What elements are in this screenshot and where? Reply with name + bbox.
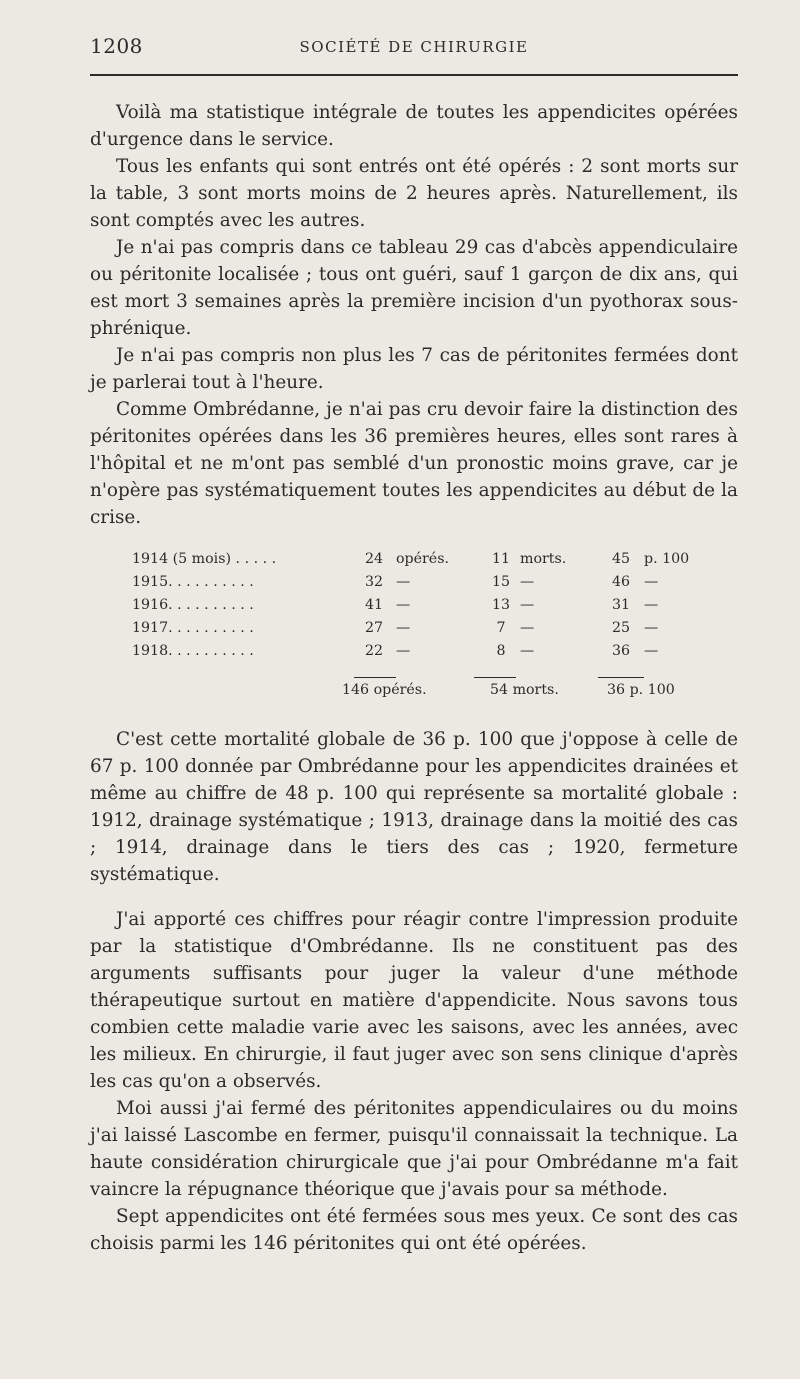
percent-label: — xyxy=(644,574,659,590)
operated-label: — xyxy=(396,597,411,613)
paragraph: Voilà ma statistique intégrale de toutes les appendicites opérées d'urgence dans le service. xyxy=(90,102,738,150)
running-head: SOCIÉTÉ DE CHIRURGIE xyxy=(299,38,529,56)
year-cell: 1914 (5 mois) . . . . . xyxy=(132,551,277,567)
header-rule xyxy=(90,74,738,76)
year-cell: 1916. . . . . . . . . . xyxy=(132,597,254,613)
death-label: — xyxy=(520,597,535,613)
text-block-bottom xyxy=(90,906,738,1257)
year-cell: 1918. . . . . . . . . . xyxy=(132,643,254,659)
page-number: 1208 xyxy=(90,34,143,58)
table-row xyxy=(132,597,732,619)
table-row xyxy=(132,643,732,665)
percent-label: p. 100 xyxy=(644,551,690,567)
operated-label: — xyxy=(396,620,411,636)
death-count: 13 xyxy=(491,597,511,613)
death-count: 8 xyxy=(496,643,506,659)
paragraph: Je n'ai pas compris non plus les 7 cas de péritonites fermées dont je parlerai tout à l'heure. xyxy=(90,345,738,393)
table-row xyxy=(132,574,732,596)
table-row xyxy=(132,551,732,573)
percent-value: 45 xyxy=(611,551,631,567)
total-operated: 146 opérés. xyxy=(342,682,427,698)
text-block-middle xyxy=(90,726,738,888)
sum-rule xyxy=(354,677,396,678)
percent-label: — xyxy=(644,597,659,613)
operated-count: 41 xyxy=(364,597,384,613)
paragraph: Je n'ai pas compris dans ce tableau 29 cas d'abcès appendiculaire ou péritonite localisée ; tous ont guéri, sauf 1 garçon de dix ans, qui est mort 3 semaines après la première incision d'un pyothorax sous-phrénique. xyxy=(90,237,738,339)
total-percent: 36 p. 100 xyxy=(607,682,675,698)
death-label: — xyxy=(520,643,535,659)
percent-value: 46 xyxy=(611,574,631,590)
paragraph: C'est cette mortalité globale de 36 p. 100 que j'oppose à celle de 67 p. 100 donnée par Ombrédanne pour les appendicites drainées et même au chiffre de 48 p. 100 qui représente sa mortalité globale : 1912, drainage systématique ; 1913, drainage dans la moitié des cas ; 1914, drainage dans le tiers des cas ; 1920, fermeture systématique. xyxy=(90,729,738,885)
death-count: 11 xyxy=(491,551,511,567)
death-label: morts. xyxy=(520,551,567,567)
death-count: 7 xyxy=(496,620,506,636)
paragraph: Moi aussi j'ai fermé des péritonites appendiculaires ou du moins j'ai laissé Lascombe en fermer, puisqu'il connaissait la technique. La haute considération chirurgicale que j'ai pour Ombrédanne m'a fait vaincre la répugnance théorique que j'avais pour sa méthode. xyxy=(90,1098,738,1200)
paragraph: Tous les enfants qui sont entrés ont été opérés : 2 sont morts sur la table, 3 sont morts moins de 2 heures après. Naturellement, ils sont comptés avec les autres. xyxy=(90,156,738,231)
table-row xyxy=(132,620,732,642)
operated-label: — xyxy=(396,574,411,590)
operated-count: 22 xyxy=(364,643,384,659)
operated-label: opérés. xyxy=(396,551,449,567)
paragraph: J'ai apporté ces chiffres pour réagir contre l'impression produite par la statistique d'Ombrédanne. Ils ne constituent pas des arguments suffisants pour juger la valeur d'une méthode thérapeutique surtout en matière d'appendicite. Nous savons tous combien cette maladie varie avec les saisons, avec les années, avec les milieux. En chirurgie, il faut juger avec son sens clinique d'après les cas qu'on a observés. xyxy=(90,909,738,1092)
page-header xyxy=(90,34,738,60)
year-cell: 1917. . . . . . . . . . xyxy=(132,620,254,636)
percent-label: — xyxy=(644,643,659,659)
percent-value: 31 xyxy=(611,597,631,613)
operated-count: 27 xyxy=(364,620,384,636)
operated-count: 24 xyxy=(364,551,384,567)
percent-label: — xyxy=(644,620,659,636)
total-deaths: 54 morts. xyxy=(490,682,559,698)
year-cell: 1915. . . . . . . . . . xyxy=(132,574,254,590)
text-block-top xyxy=(90,99,738,531)
percent-value: 25 xyxy=(611,620,631,636)
paragraph: Comme Ombrédanne, je n'ai pas cru devoir faire la distinction des péritonites opérées dans les 36 premières heures, elles sont rares à l'hôpital et ne m'ont pas semblé d'un pronostic moins grave, car je n'opère pas systématiquement toutes les appendicites au début de la crise. xyxy=(90,399,738,528)
death-label: — xyxy=(520,574,535,590)
paragraph: Sept appendicites ont été fermées sous mes yeux. Ce sont des cas choisis parmi les 146 péritonites qui ont été opérées. xyxy=(90,1206,738,1254)
sum-rule xyxy=(598,677,644,678)
sum-rule xyxy=(474,677,516,678)
operated-label: — xyxy=(396,643,411,659)
operated-count: 32 xyxy=(364,574,384,590)
death-count: 15 xyxy=(491,574,511,590)
percent-value: 36 xyxy=(611,643,631,659)
death-label: — xyxy=(520,620,535,636)
